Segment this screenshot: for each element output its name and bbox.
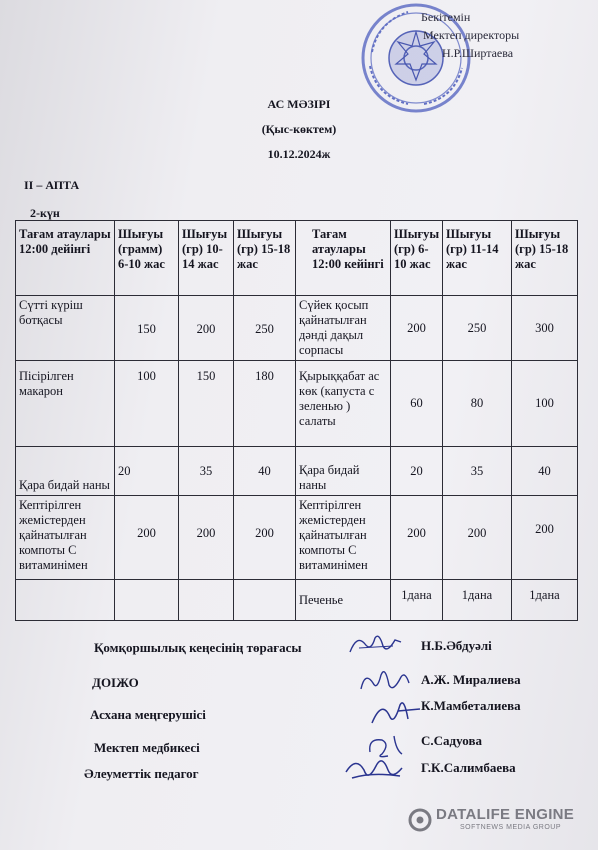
table-header-row [16,221,578,296]
table-cell [16,580,115,621]
table-cell: 200 [443,496,512,580]
table-cell: Пісірілген макарон [16,361,115,447]
signature-name: С.Садуова [421,733,482,748]
menu-title: АС МӘЗІРІ [267,97,331,111]
table-cell: 200 [391,296,443,361]
signature-name: К.Мамбеталиева [421,698,521,713]
table-row [16,361,578,447]
table-cell: 150 [115,296,179,361]
table-cell: 40 [512,447,578,496]
table-cell: Печенье [296,580,391,621]
table-row [16,580,578,621]
table-cell: 250 [443,296,512,361]
table-cell: 100 [512,361,578,447]
signature-role: Мектеп медбикесі [94,740,200,755]
table-cell: 60 [391,361,443,447]
watermark-brand: DATALIFE ENGINE [436,806,575,823]
table-cell: 1дана [512,580,578,621]
header-cell: Шығуы (гр) 6-10 жас [391,221,443,296]
table-cell: Қара бидай наны [296,447,391,496]
table-cell: 80 [443,361,512,447]
approval-line-3: Н.Р.Ширтаева [442,46,514,60]
approval-block [420,8,519,62]
table-cell: Қара бидай наны [16,447,115,496]
handwritten-signature [342,752,408,786]
table-cell: 35 [179,447,234,496]
menu-season: (Қыс-көктем) [261,122,337,136]
header-cell: Тағам атаулары 12:00 кейінгі [296,221,391,296]
menu-table [15,220,578,621]
table-row [16,447,578,496]
header-cell: Шығуы (гр) 10-14 жас [179,221,234,296]
handwritten-signature [368,697,428,727]
table-cell: 20 [115,447,179,496]
header-cell: Шығуы (гр) 11-14 жас [443,221,512,296]
table-cell: Кептірілген жемістерден қайнатылған компоты С витаминімен [16,496,115,580]
table-cell: 20 [391,447,443,496]
header-cell: Шығуы (грамм) 6-10 жас [115,221,179,296]
table-cell: Сүтті күріш ботқасы [16,296,115,361]
table-cell: 180 [234,361,296,447]
approval-line-1: Бекітемін [421,10,471,24]
table-cell: Сүйек қосып қайнатылған дәнді дақыл сорпасы [296,296,391,361]
table-cell [179,580,234,621]
signature-role: Қомқоршылық кеңесінің төрағасы [94,640,302,655]
signature-name: Н.Б.Әбдуәлі [421,638,492,653]
signature-name: Г.К.Салимбаева [421,760,516,775]
table-row [16,296,578,361]
table-cell: 200 [179,496,234,580]
signature-row [0,640,598,670]
table-cell: 1дана [391,580,443,621]
table-cell: 1дана [443,580,512,621]
table-cell: 100 [115,361,179,447]
table-cell: Қырыққабат ас көк (капуста с зеленью ) салаты [296,361,391,447]
signature-row [0,760,598,796]
handwritten-signature [355,665,415,695]
table-cell: 150 [179,361,234,447]
handwritten-signature [345,630,405,660]
table-cell: 200 [512,496,578,580]
table-cell: 35 [443,447,512,496]
signature-row [0,698,598,737]
header-cell: Шығуы (гр) 15-18 жас [512,221,578,296]
table-cell: 40 [234,447,296,496]
approval-line-2: Мектеп директоры [423,28,520,42]
week-label: II – АПТА [24,178,80,192]
header-cell: Тағам атаулары 12:00 дейінгі [16,221,115,296]
table-cell: 250 [234,296,296,361]
watermark-subtitle: SOFTNEWS MEDIA GROUP [460,824,562,831]
table-row [16,496,578,580]
signature-role: Әлеуметтік педагог [84,766,199,781]
day-label: 2-күн [30,206,60,220]
menu-date: 10.12.2024ж [267,147,331,161]
datalife-watermark [408,806,578,836]
table-cell: 200 [391,496,443,580]
table-cell: 200 [179,296,234,361]
table-cell: 200 [115,496,179,580]
signature-name: А.Ж. Миралиева [421,672,521,687]
table-cell: Кептірілген жемістерден қайнатылған компоты С витаминімен [296,496,391,580]
table-cell: 300 [512,296,578,361]
table-cell: 200 [234,496,296,580]
table-cell [115,580,179,621]
watermark-logo-icon [408,808,432,832]
table-cell [234,580,296,621]
header-cell: Шығуы (гр) 15-18 жас [234,221,296,296]
signature-role: ДОІЖО [92,675,139,690]
signature-role: Асхана меңгерушісі [90,707,206,722]
